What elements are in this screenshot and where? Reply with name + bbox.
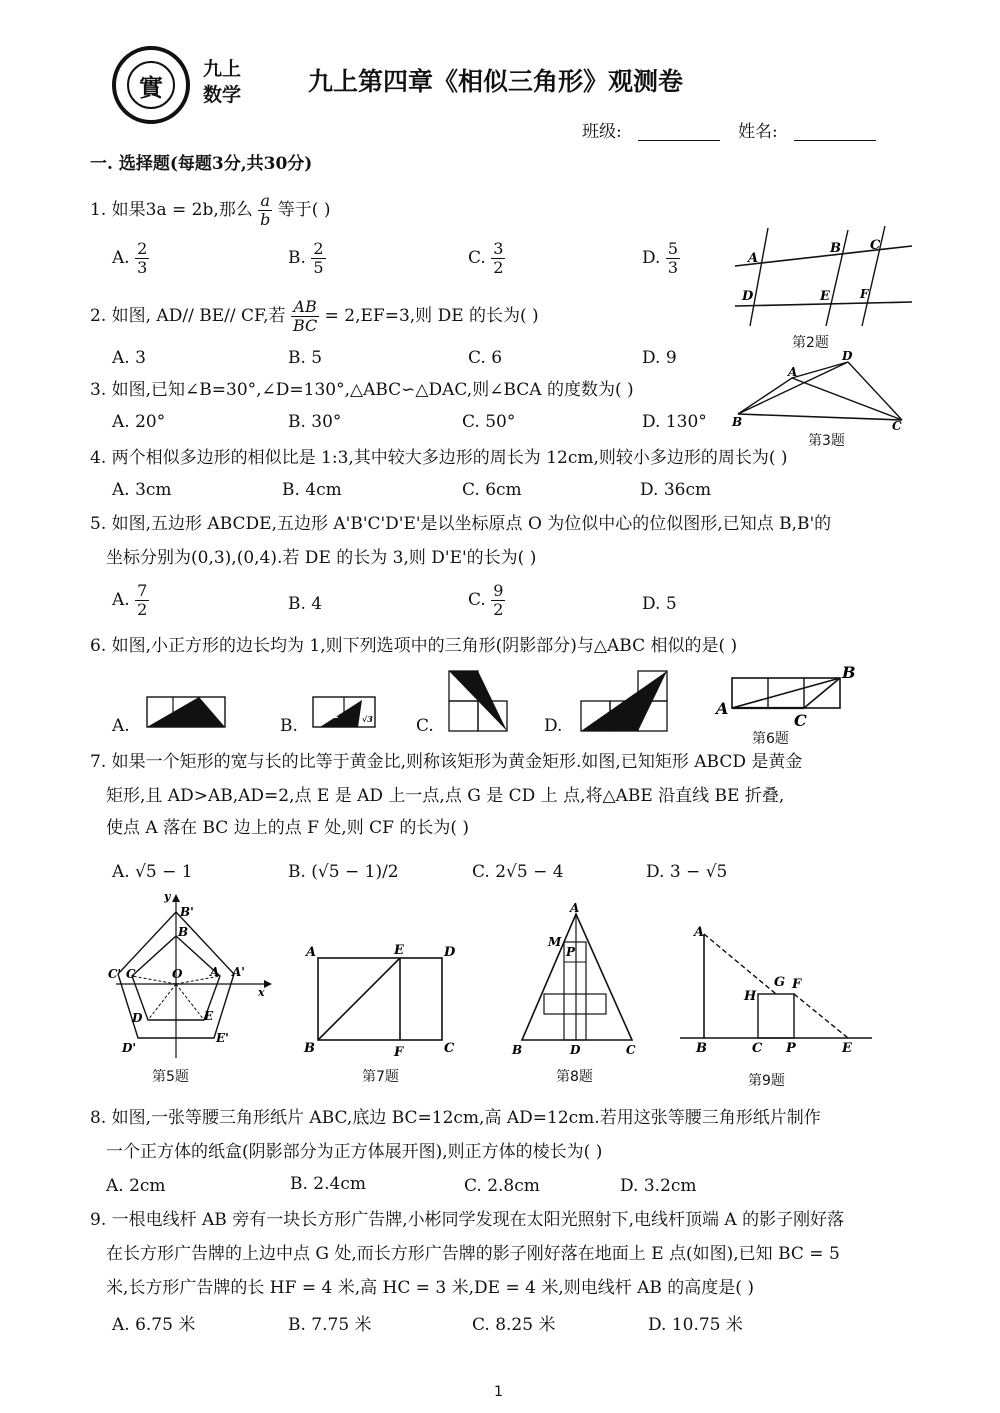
q1-option-c[interactable] bbox=[468, 240, 505, 277]
svg-text:P: P bbox=[786, 1041, 796, 1056]
q9-stem-line2: 在长方形广告牌的上边中点 G 处,而长方形广告牌的影子刚好落在地面上 E 点(如图),已知 BC = 5 bbox=[106, 1244, 840, 1264]
q4-option-d[interactable]: D. 36cm bbox=[640, 480, 712, 500]
svg-text:B': B' bbox=[180, 905, 194, 919]
q9-option-a[interactable]: A. 6.75 米 bbox=[112, 1315, 196, 1335]
svg-text:C: C bbox=[626, 1043, 636, 1057]
q6-option-d[interactable]: D. bbox=[544, 716, 563, 736]
svg-text:E: E bbox=[842, 1041, 852, 1056]
svg-text:F: F bbox=[860, 287, 869, 301]
q3-option-a[interactable]: A. 20° bbox=[112, 412, 166, 432]
svg-text:O: O bbox=[172, 967, 183, 981]
svg-text:C: C bbox=[892, 419, 902, 432]
svg-text:A: A bbox=[306, 945, 317, 960]
q7-stem-line2: 矩形,且 AD>AB,AD=2,点 E 是 AD 上一点,点 G 是 CD 上 点,将△ABE 沿直线 BE 折叠, bbox=[106, 786, 785, 806]
svg-text:B: B bbox=[830, 241, 841, 256]
q5-opt-c-num: 9 bbox=[493, 581, 504, 600]
q2-option-a[interactable]: A. 3 bbox=[112, 348, 146, 368]
q7-stem-line3: 使点 A 落在 BC 边上的点 F 处,则 CF 的长为( ) bbox=[106, 818, 469, 838]
q6-option-d-figure bbox=[580, 670, 668, 732]
q2-option-d[interactable]: D. 9 bbox=[642, 348, 677, 368]
q6-label-a: A bbox=[716, 699, 729, 718]
svg-text:√3: √3 bbox=[362, 714, 373, 724]
q5-caption: 第5题 bbox=[152, 1069, 189, 1085]
svg-text:D: D bbox=[132, 1011, 143, 1025]
svg-text:H: H bbox=[744, 989, 757, 1004]
q8-figure bbox=[506, 900, 646, 1060]
q1-opt-c-num: 3 bbox=[493, 239, 504, 258]
q1-opt-b-den: 5 bbox=[313, 258, 324, 277]
q1-opt-c-letter: C. bbox=[468, 248, 486, 268]
q6-label-b: B bbox=[842, 663, 856, 682]
q5-stem-line1: 5. 如图,五边形 ABCDE,五边形 A'B'C'D'E'是以坐标原点 O 为位似中心的位似图形,已知点 B,B'的 bbox=[90, 514, 832, 534]
name-label: 姓名: bbox=[738, 122, 778, 142]
q1-option-b[interactable] bbox=[288, 240, 326, 277]
svg-text:C: C bbox=[126, 967, 136, 981]
svg-text:C: C bbox=[444, 1041, 455, 1056]
class-field-line[interactable] bbox=[638, 140, 720, 141]
q6-option-a[interactable]: A. bbox=[112, 716, 130, 736]
svg-text:A: A bbox=[570, 901, 580, 915]
page-number: 1 bbox=[494, 1384, 503, 1400]
q1-frac-den: b bbox=[260, 210, 271, 229]
svg-text:A: A bbox=[694, 925, 705, 940]
q1-fraction bbox=[258, 192, 272, 229]
q4-option-c[interactable]: C. 6cm bbox=[462, 480, 522, 500]
q9-caption: 第9题 bbox=[748, 1073, 785, 1089]
q8-option-b[interactable]: B. 2.4cm bbox=[290, 1174, 366, 1194]
q7-option-c[interactable]: C. 2√5 − 4 bbox=[472, 862, 564, 882]
q6-option-a-figure bbox=[146, 696, 226, 728]
svg-text:A: A bbox=[748, 251, 759, 266]
q1-stem bbox=[90, 192, 330, 229]
svg-text:D: D bbox=[444, 945, 456, 960]
q1-opt-d-letter: D. bbox=[642, 248, 661, 268]
q1-pre: 1. 如果3a = 2b,那么 bbox=[90, 200, 253, 220]
class-label: 班级: bbox=[582, 122, 622, 142]
school-logo bbox=[112, 46, 190, 124]
q1-opt-c-den: 2 bbox=[493, 258, 504, 277]
q4-option-b[interactable]: B. 4cm bbox=[282, 480, 342, 500]
q6-caption: 第6题 bbox=[752, 731, 789, 747]
svg-text:C': C' bbox=[108, 967, 122, 981]
q2-option-c[interactable]: C. 6 bbox=[468, 348, 503, 368]
name-field-line[interactable] bbox=[794, 140, 876, 141]
q8-caption: 第8题 bbox=[556, 1069, 593, 1085]
q6-option-c[interactable]: C. bbox=[416, 716, 434, 736]
q1-option-a[interactable] bbox=[112, 240, 149, 277]
svg-text:B: B bbox=[178, 925, 189, 939]
q9-figure bbox=[676, 920, 876, 1060]
q2-pre: 2. 如图, AD// BE// CF,若 bbox=[90, 306, 286, 326]
q5-option-c[interactable] bbox=[468, 582, 505, 619]
q1-opt-d-num: 5 bbox=[667, 239, 679, 258]
svg-text:G: G bbox=[774, 975, 786, 990]
q7-option-b[interactable]: B. (√5 − 1)/2 bbox=[288, 862, 399, 882]
q5-opt-a-num: 7 bbox=[137, 581, 148, 600]
q3-caption: 第3题 bbox=[808, 433, 845, 449]
svg-text:F: F bbox=[394, 1045, 404, 1060]
q3-stem: 3. 如图,已知∠B=30°,∠D=130°,△ABC∽△DAC,则∠BCA 的度数为( ) bbox=[90, 380, 634, 400]
q1-post: 等于( ) bbox=[277, 200, 331, 220]
svg-text:D: D bbox=[742, 289, 754, 304]
q2-option-b[interactable]: B. 5 bbox=[288, 348, 323, 368]
logo-seal-char: 實 bbox=[127, 61, 175, 109]
q2-post: = 2,EF=3,则 DE 的长为( ) bbox=[324, 306, 539, 326]
q2-stem bbox=[90, 298, 539, 335]
svg-text:F: F bbox=[792, 977, 802, 992]
grade-label: 九上 bbox=[203, 58, 242, 80]
q6-option-c-figure bbox=[448, 670, 508, 732]
q2-caption: 第2题 bbox=[792, 335, 829, 351]
svg-text:C: C bbox=[870, 238, 881, 253]
q8-stem-line1: 8. 如图,一张等腰三角形纸片 ABC,底边 BC=12cm,高 AD=12cm.若用这张等腰三角形纸片制作 bbox=[90, 1108, 821, 1128]
q7-caption: 第7题 bbox=[362, 1069, 399, 1085]
svg-text:B: B bbox=[696, 1041, 707, 1056]
svg-text:E': E' bbox=[216, 1031, 229, 1045]
q1-opt-a-den: 3 bbox=[137, 258, 148, 277]
q1-opt-b-num: 2 bbox=[313, 239, 324, 258]
q7-option-a[interactable]: A. √5 − 1 bbox=[112, 862, 193, 882]
q4-option-a[interactable]: A. 3cm bbox=[112, 480, 172, 500]
q6-option-b-figure bbox=[312, 696, 376, 728]
svg-text:x: x bbox=[258, 986, 265, 999]
q3-option-c[interactable]: C. 50° bbox=[462, 412, 516, 432]
q1-frac-num: a bbox=[258, 192, 272, 211]
svg-text:E: E bbox=[820, 289, 830, 304]
svg-text:A': A' bbox=[232, 965, 245, 979]
svg-text:D': D' bbox=[122, 1041, 137, 1055]
q6-stem: 6. 如图,小正方形的边长均为 1,则下列选项中的三角形(阴影部分)与△ABC 相似的是( ) bbox=[90, 636, 738, 656]
q9-stem-line3: 米,长方形广告牌的长 HF = 4 米,高 HC = 3 米,DE = 4 米,则电线杆 AB 的高度是( ) bbox=[106, 1278, 754, 1298]
svg-text:B: B bbox=[304, 1041, 315, 1056]
q2-frac-den: BC bbox=[292, 316, 318, 335]
q2-frac-num: AB bbox=[291, 298, 319, 317]
q7-option-d[interactable]: D. 3 − √5 bbox=[646, 862, 728, 882]
q7-stem-line1: 7. 如果一个矩形的宽与长的比等于黄金比,则称该矩形为黄金矩形.如图,已知矩形 ABCD 是黄金 bbox=[90, 752, 803, 772]
svg-text:√2: √2 bbox=[328, 710, 339, 720]
q9-option-b[interactable]: B. 7.75 米 bbox=[288, 1315, 372, 1335]
q6-option-b[interactable]: B. bbox=[280, 716, 298, 736]
svg-text:E: E bbox=[204, 1009, 214, 1023]
logo-ring bbox=[112, 46, 190, 124]
svg-text:D: D bbox=[570, 1043, 581, 1057]
svg-text:E: E bbox=[394, 943, 404, 958]
q5-option-a[interactable] bbox=[112, 582, 149, 619]
q3-option-b[interactable]: B. 30° bbox=[288, 412, 342, 432]
q2-figure bbox=[730, 222, 920, 332]
q5-figure bbox=[108, 892, 276, 1062]
q2-fraction bbox=[291, 298, 319, 335]
q7-figure bbox=[300, 936, 468, 1060]
subject-label: 数学 bbox=[203, 84, 242, 106]
q5-opt-c-letter: C. bbox=[468, 590, 486, 610]
q1-option-d[interactable] bbox=[642, 240, 680, 277]
q5-option-d[interactable]: D. 5 bbox=[642, 594, 677, 614]
q9-stem-line1: 9. 一根电线杆 AB 旁有一块长方形广告牌,小彬同学发现在太阳光照射下,电线杆顶端 A 的影子刚好落 bbox=[90, 1210, 845, 1230]
svg-text:B: B bbox=[512, 1043, 523, 1057]
svg-text:M: M bbox=[548, 935, 562, 949]
q4-stem: 4. 两个相似多边形的相似比是 1:3,其中较大多边形的周长为 12cm,则较小多边形的周长为( ) bbox=[90, 448, 788, 468]
section-title: 一. 选择题(每题3分,共30分) bbox=[90, 154, 313, 174]
q3-option-d[interactable]: D. 130° bbox=[642, 412, 707, 432]
q1-opt-b-letter: B. bbox=[288, 248, 306, 268]
svg-text:P: P bbox=[566, 945, 576, 959]
svg-text:B: B bbox=[732, 415, 743, 429]
q3-figure bbox=[730, 350, 910, 432]
q5-stem-line2: 坐标分别为(0,3),(0,4).若 DE 的长为 3,则 D'E'的长为( ) bbox=[106, 548, 537, 568]
svg-text:D: D bbox=[842, 350, 853, 363]
q5-opt-a-letter: A. bbox=[112, 590, 130, 610]
svg-text:C: C bbox=[752, 1041, 763, 1056]
svg-text:A: A bbox=[788, 365, 798, 379]
q8-option-c[interactable]: C. 2.8cm bbox=[464, 1176, 540, 1196]
q5-option-b[interactable]: B. 4 bbox=[288, 594, 323, 614]
q6-figure bbox=[712, 662, 872, 732]
q1-opt-a-letter: A. bbox=[112, 248, 130, 268]
q5-opt-a-den: 2 bbox=[137, 600, 148, 619]
q5-opt-c-den: 2 bbox=[493, 600, 504, 619]
q9-option-c[interactable]: C. 8.25 米 bbox=[472, 1315, 556, 1335]
q6-label-c: C bbox=[794, 711, 807, 730]
q8-stem-line2: 一个正方体的纸盒(阴影部分为正方体展开图),则正方体的棱长为( ) bbox=[106, 1142, 603, 1162]
q9-option-d[interactable]: D. 10.75 米 bbox=[648, 1315, 743, 1335]
svg-text:A: A bbox=[210, 965, 220, 979]
svg-text:y: y bbox=[164, 892, 171, 903]
q1-opt-d-den: 3 bbox=[667, 258, 679, 277]
page-title: 九上第四章《相似三角形》观测卷 bbox=[308, 67, 684, 96]
q8-option-a[interactable]: A. 2cm bbox=[106, 1176, 166, 1196]
q1-opt-a-num: 2 bbox=[137, 239, 148, 258]
q8-option-d[interactable]: D. 3.2cm bbox=[620, 1176, 697, 1196]
